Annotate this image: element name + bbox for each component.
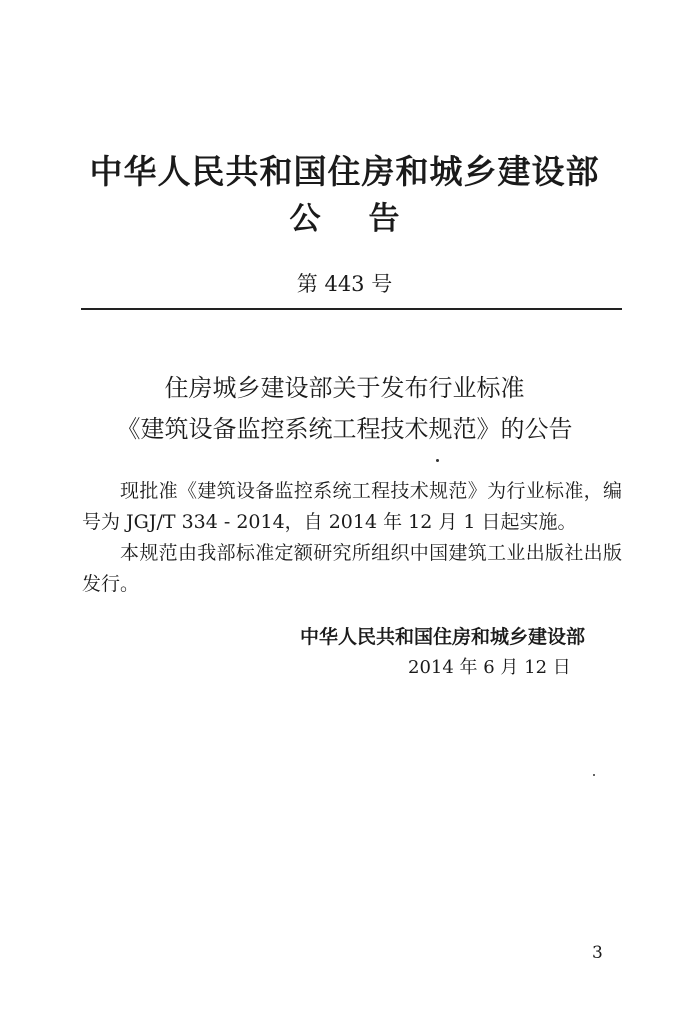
notice-body [82,476,622,600]
page-number: 3 [592,943,603,963]
subject-line-1: 住房城乡建设部关于发布行业标准 [164,374,525,402]
subject-line-2: 《建筑设备监控系统工程技术规范》的公告 [116,415,573,443]
ministry-title: 中华人民共和国住房和城乡建设部 [89,152,600,191]
notice-heading: 公告 [289,201,448,237]
signature-date: 2014 年 6 月 12 日 [408,657,571,678]
header-divider [81,308,622,310]
signature-organization: 中华人民共和国住房和城乡建设部 [300,626,586,648]
issue-number: 第 443 号 [296,272,393,296]
scan-speck [436,459,439,462]
scan-speck [593,774,595,776]
body-paragraph-2: 本规范由我部标准定额研究所组织中国建筑工业出版社出版发行。 [82,542,622,595]
body-paragraph-1: 现批准《建筑设备监控系统工程技术规范》为行业标准，编号为 JGJ/T 334 - 2014，自 2014 年 12 月 1 日起实施。 [82,480,622,533]
